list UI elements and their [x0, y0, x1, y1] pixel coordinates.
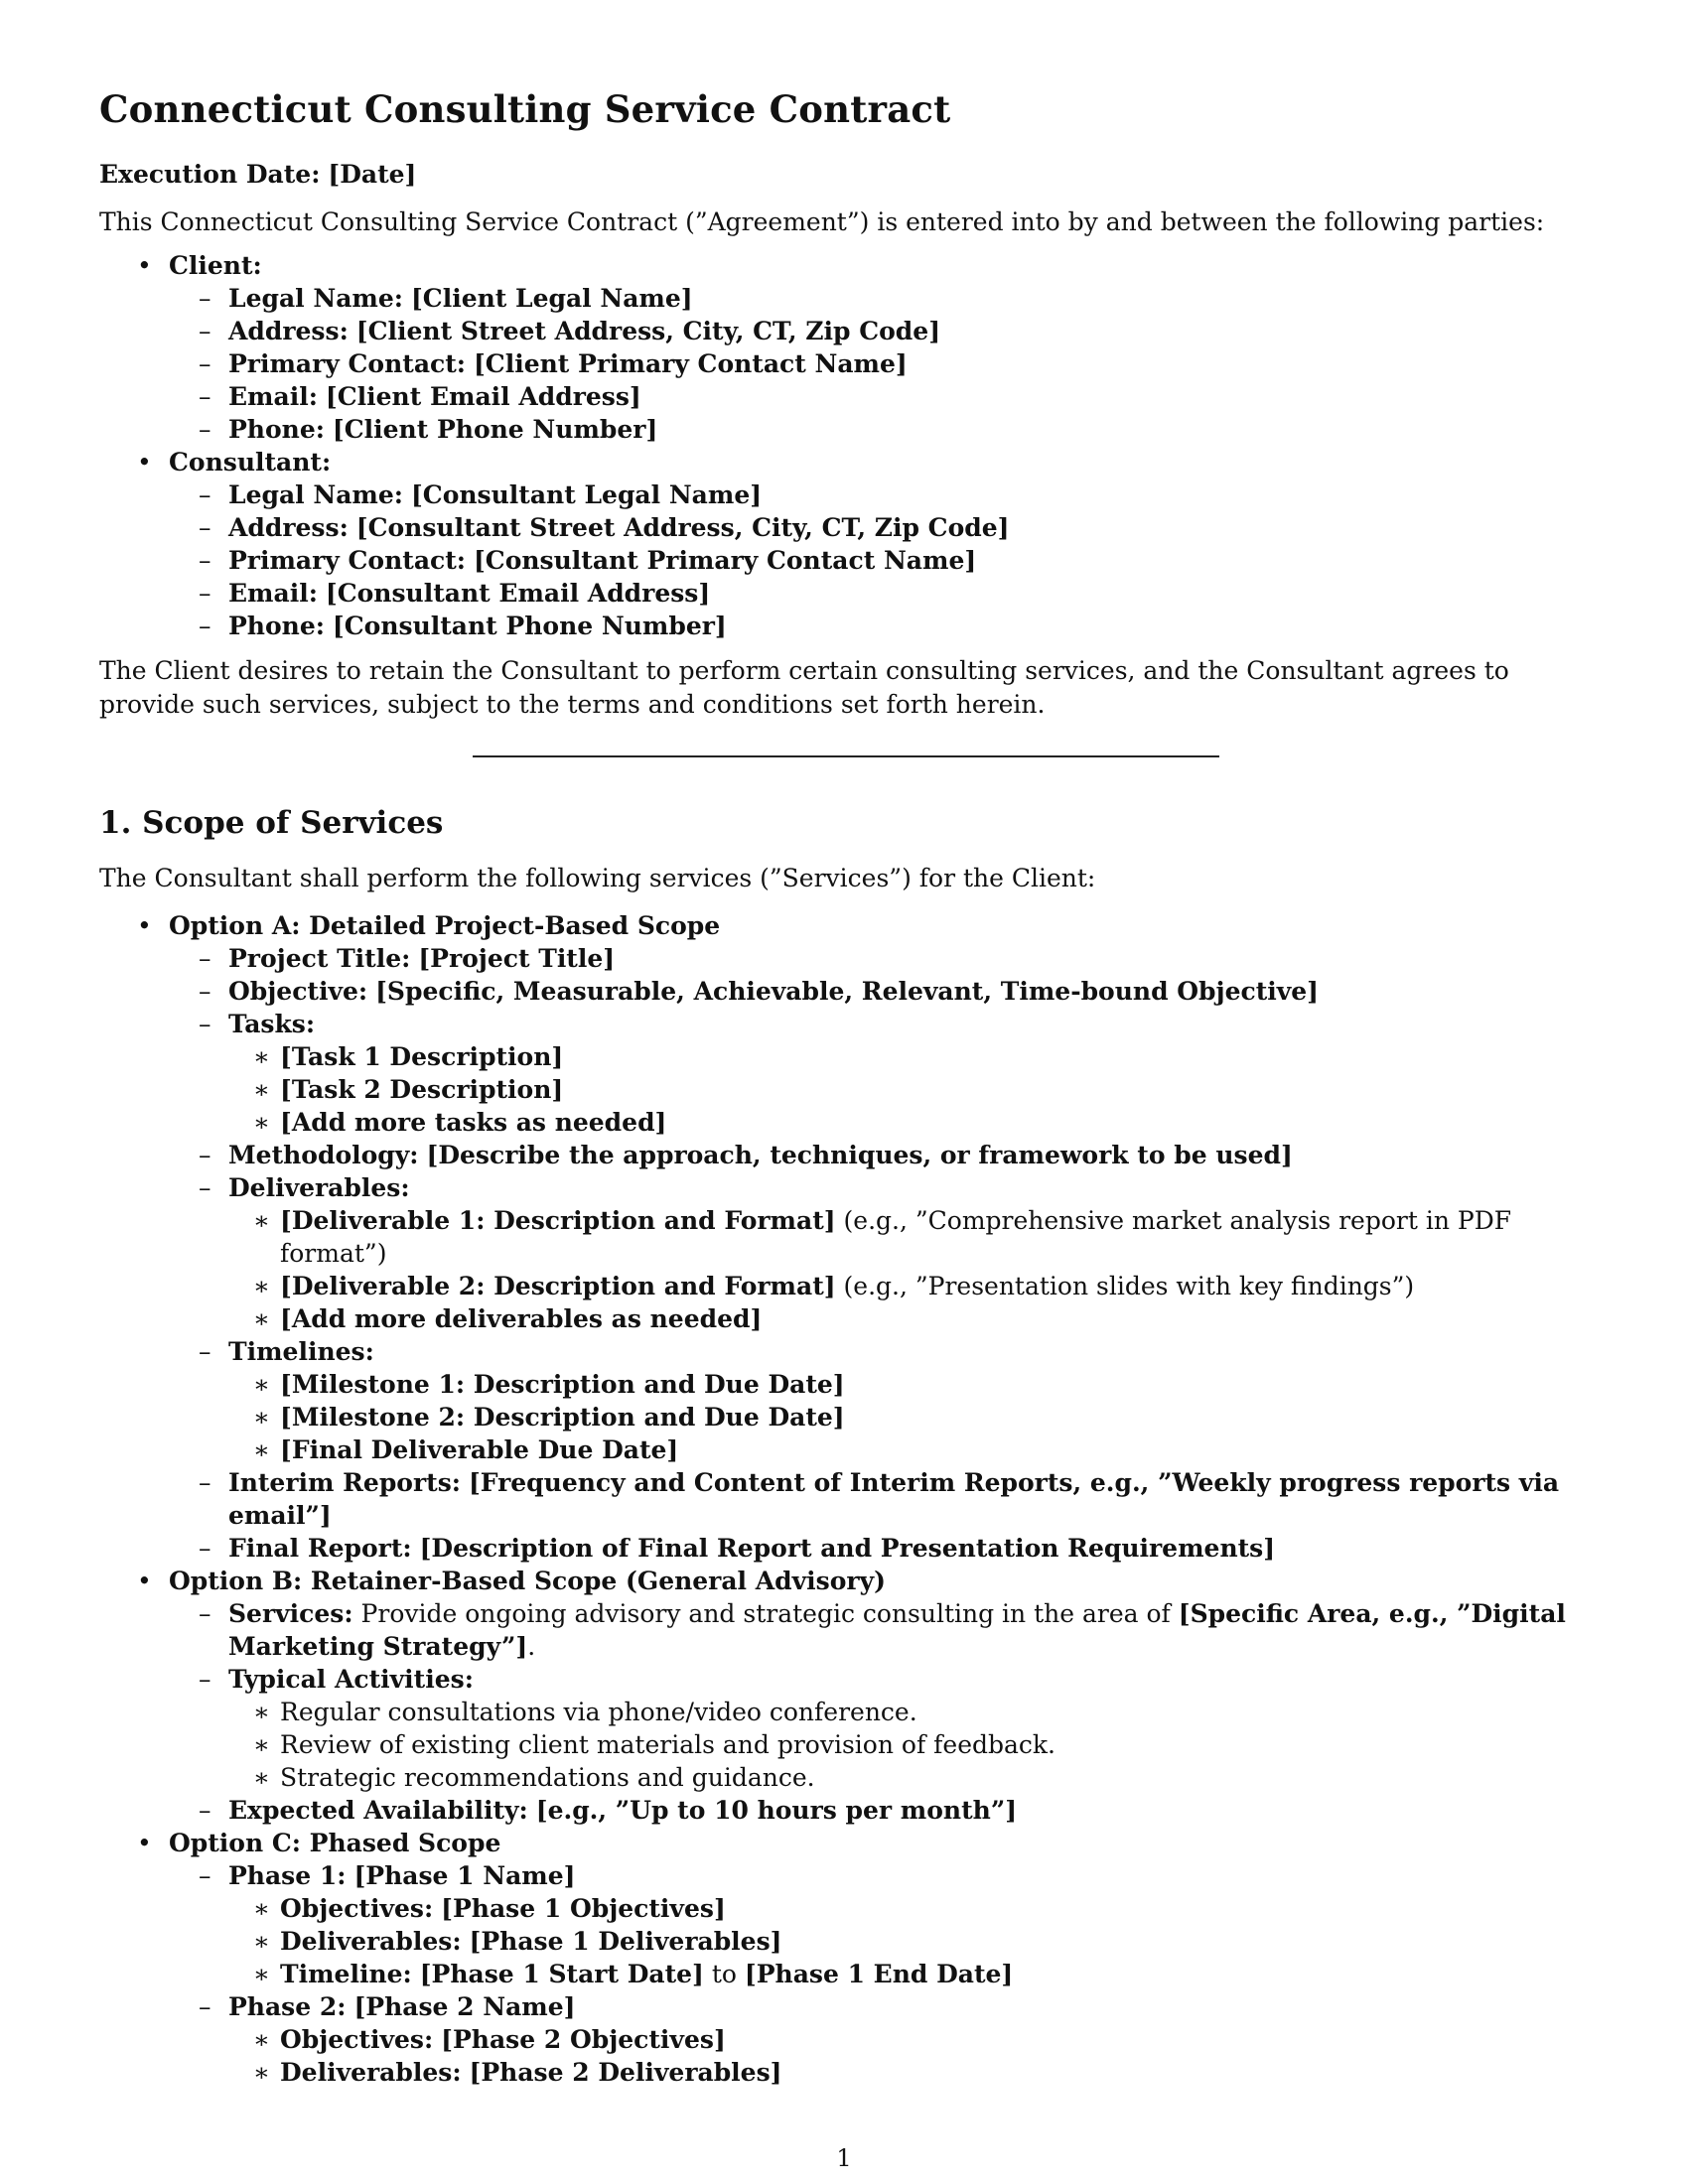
option-c: • Option C: Phased Scope – Phase 1: [Phase 1 Name] ∗ Objectives: [Phase 1 Objectives] ∗ Deliverables: [Phase 1 Deliverables] ∗ Timeline: [Phase 1 Start Date] to [Phase 1 End Date] – Phase 2: [Phase 2 Name] ∗ Objectives: [Phase 2 Objectives] ∗ Deliverables: [Phase 2 Deliverables]: [99, 1827, 1589, 2089]
option-a: • Option A: Detailed Project-Based Scope – Project Title: [Project Title] – Objective: [Specific, Measurable, Achievable, Relevant, Time-bound Objective] – Tasks: ∗ [Task 1 Description] ∗ [Task 2 Description] ∗ [Add more tasks as needed] – Methodology: [Describe the approach, techniques, or framework to be used] – Deliverables: ∗ [Deliverable 1: Description and Format] (e.g., ”Comprehensive market analysis report in PDF format”) ∗ [Deliverable 2: Description and Format] (e.g., ”Presentation slides with key findings”) ∗ [Add more deliverables as needed] – Timelines: ∗ [Milestone 1: Description and Due Date] ∗ [Milestone 2: Description and Due Date] ∗ [Final Deliverable Due Date] – Interim Reports: [Frequency and Content of Interim Reports, e.g., ”Weekly progress reports via email”] – Final Report: [Description of Final Report and Presentation Requirements]: [99, 909, 1589, 1565]
list-item: – Project Title: [Project Title]: [99, 942, 1589, 975]
list-item: – Typical Activities: ∗ Regular consultations via phone/video conference. ∗ Review of existing client materials and provision of feedback. ∗ Strategic recommendations and guidance.: [99, 1663, 1589, 1794]
list-item: ∗ [Deliverable 2: Description and Format] (e.g., ”Presentation slides with key findings”): [99, 1270, 1589, 1302]
list-item: ∗ [Add more deliverables as needed]: [99, 1302, 1589, 1335]
intro-paragraph: This Connecticut Consulting Service Contract (”Agreement”) is entered into by and between the following parties:: [99, 206, 1545, 236]
list-item: – Phone: [Consultant Phone Number]: [99, 610, 1589, 642]
list-item: ∗ [Task 1 Description]: [99, 1040, 1589, 1073]
list-item: ∗ Timeline: [Phase 1 Start Date] to [Phase 1 End Date]: [99, 1958, 1589, 1990]
list-item: ∗ Strategic recommendations and guidance.: [99, 1761, 1589, 1794]
list-item: – Legal Name: [Client Legal Name]: [99, 282, 1589, 315]
list-item: ∗ [Task 2 Description]: [99, 1073, 1589, 1106]
client-party: • Client: – Legal Name: [Client Legal Name] – Address: [Client Street Address, City, CT, Zip Code] – Primary Contact: [Client Primary Contact Name] – Email: [Client Email Address] – Phone: [Client Phone Number]: [99, 249, 1589, 446]
list-item: ∗ Review of existing client materials and provision of feedback.: [99, 1728, 1589, 1761]
list-item: – Email: [Client Email Address]: [99, 380, 1589, 413]
list-item: – Phone: [Client Phone Number]: [99, 413, 1589, 446]
execution-date: Execution Date: [Date]: [99, 160, 417, 190]
document-page: [99, 87, 1589, 2089]
list-item: – Primary Contact: [Client Primary Contact Name]: [99, 347, 1589, 380]
list-item: – Legal Name: [Consultant Legal Name]: [99, 478, 1589, 511]
desire-paragraph: The Client desires to retain the Consultant to perform certain consulting services, and the Consultant agrees to provide such services, subject to the terms and conditions set forth herein.: [99, 655, 1509, 719]
list-item: – Objective: [Specific, Measurable, Achievable, Relevant, Time-bound Objective]: [99, 975, 1589, 1008]
list-item: ∗ [Add more tasks as needed]: [99, 1106, 1589, 1139]
section-divider: [473, 755, 1219, 757]
list-item: ∗ Regular consultations via phone/video conference.: [99, 1696, 1589, 1728]
page-number: 1: [836, 2144, 852, 2172]
list-item: – Services: Provide ongoing advisory and strategic consulting in the area of [Specific Area, e.g., ”Digital Marketing Strategy”].: [99, 1597, 1589, 1663]
parties-list: [99, 249, 1589, 642]
list-item: – Deliverables: ∗ [Deliverable 1: Description and Format] (e.g., ”Comprehensive market analysis report in PDF format”) ∗ [Deliverable 2: Description and Format] (e.g., ”Presentation slides with key findings”) ∗ [Add more deliverables as needed]: [99, 1171, 1589, 1335]
section-heading: 1. Scope of Services: [99, 804, 444, 841]
list-item: – Email: [Consultant Email Address]: [99, 577, 1589, 610]
list-item: ∗ Objectives: [Phase 2 Objectives]: [99, 2023, 1589, 2056]
list-item: – Interim Reports: [Frequency and Content of Interim Reports, e.g., ”Weekly progress reports via email”]: [99, 1466, 1589, 1532]
list-item: – Address: [Client Street Address, City, CT, Zip Code]: [99, 315, 1589, 347]
list-item: ∗ [Milestone 1: Description and Due Date]: [99, 1368, 1589, 1401]
list-item: ∗ [Deliverable 1: Description and Format] (e.g., ”Comprehensive market analysis report in PDF format”): [99, 1204, 1589, 1270]
list-item: ∗ [Milestone 2: Description and Due Date]: [99, 1401, 1589, 1433]
option-b: • Option B: Retainer-Based Scope (General Advisory) – Services: Provide ongoing advisory and strategic consulting in the area of [Specific Area, e.g., ”Digital Marketing Strategy”]. – Typical Activities: ∗ Regular consultations via phone/video conference. ∗ Review of existing client materials and provision of feedback. ∗ Strategic recommendations and guidance. – Expected Availability: [e.g., ”Up to 10 hours per month”]: [99, 1565, 1589, 1827]
section-intro: The Consultant shall perform the following services (”Services”) for the Client:: [99, 864, 1096, 893]
scope-options-list: [99, 909, 1589, 2089]
list-item: – Timelines: ∗ [Milestone 1: Description and Due Date] ∗ [Milestone 2: Description and Due Date] ∗ [Final Deliverable Due Date]: [99, 1335, 1589, 1466]
list-item: – Phase 2: [Phase 2 Name] ∗ Objectives: [Phase 2 Objectives] ∗ Deliverables: [Phase 2 Deliverables]: [99, 1990, 1589, 2089]
list-item: – Primary Contact: [Consultant Primary Contact Name]: [99, 544, 1589, 577]
list-item: – Address: [Consultant Street Address, City, CT, Zip Code]: [99, 511, 1589, 544]
list-item: – Final Report: [Description of Final Report and Presentation Requirements]: [99, 1532, 1589, 1565]
document-title: Connecticut Consulting Service Contract: [99, 87, 951, 131]
list-item: – Phase 1: [Phase 1 Name] ∗ Objectives: [Phase 1 Objectives] ∗ Deliverables: [Phase 1 Deliverables] ∗ Timeline: [Phase 1 Start Date] to [Phase 1 End Date]: [99, 1859, 1589, 1990]
list-item: ∗ Deliverables: [Phase 1 Deliverables]: [99, 1925, 1589, 1958]
consultant-party: • Consultant: – Legal Name: [Consultant Legal Name] – Address: [Consultant Street Address, City, CT, Zip Code] – Primary Contact: [Consultant Primary Contact Name] – Email: [Consultant Email Address] – Phone: [Consultant Phone Number]: [99, 446, 1589, 642]
list-item: ∗ Objectives: [Phase 1 Objectives]: [99, 1892, 1589, 1925]
list-item: ∗ Deliverables: [Phase 2 Deliverables]: [99, 2056, 1589, 2089]
list-item: – Tasks: ∗ [Task 1 Description] ∗ [Task 2 Description] ∗ [Add more tasks as needed]: [99, 1008, 1589, 1139]
list-item: – Expected Availability: [e.g., ”Up to 10 hours per month”]: [99, 1794, 1589, 1827]
list-item: – Methodology: [Describe the approach, techniques, or framework to be used]: [99, 1139, 1589, 1171]
list-item: ∗ [Final Deliverable Due Date]: [99, 1433, 1589, 1466]
